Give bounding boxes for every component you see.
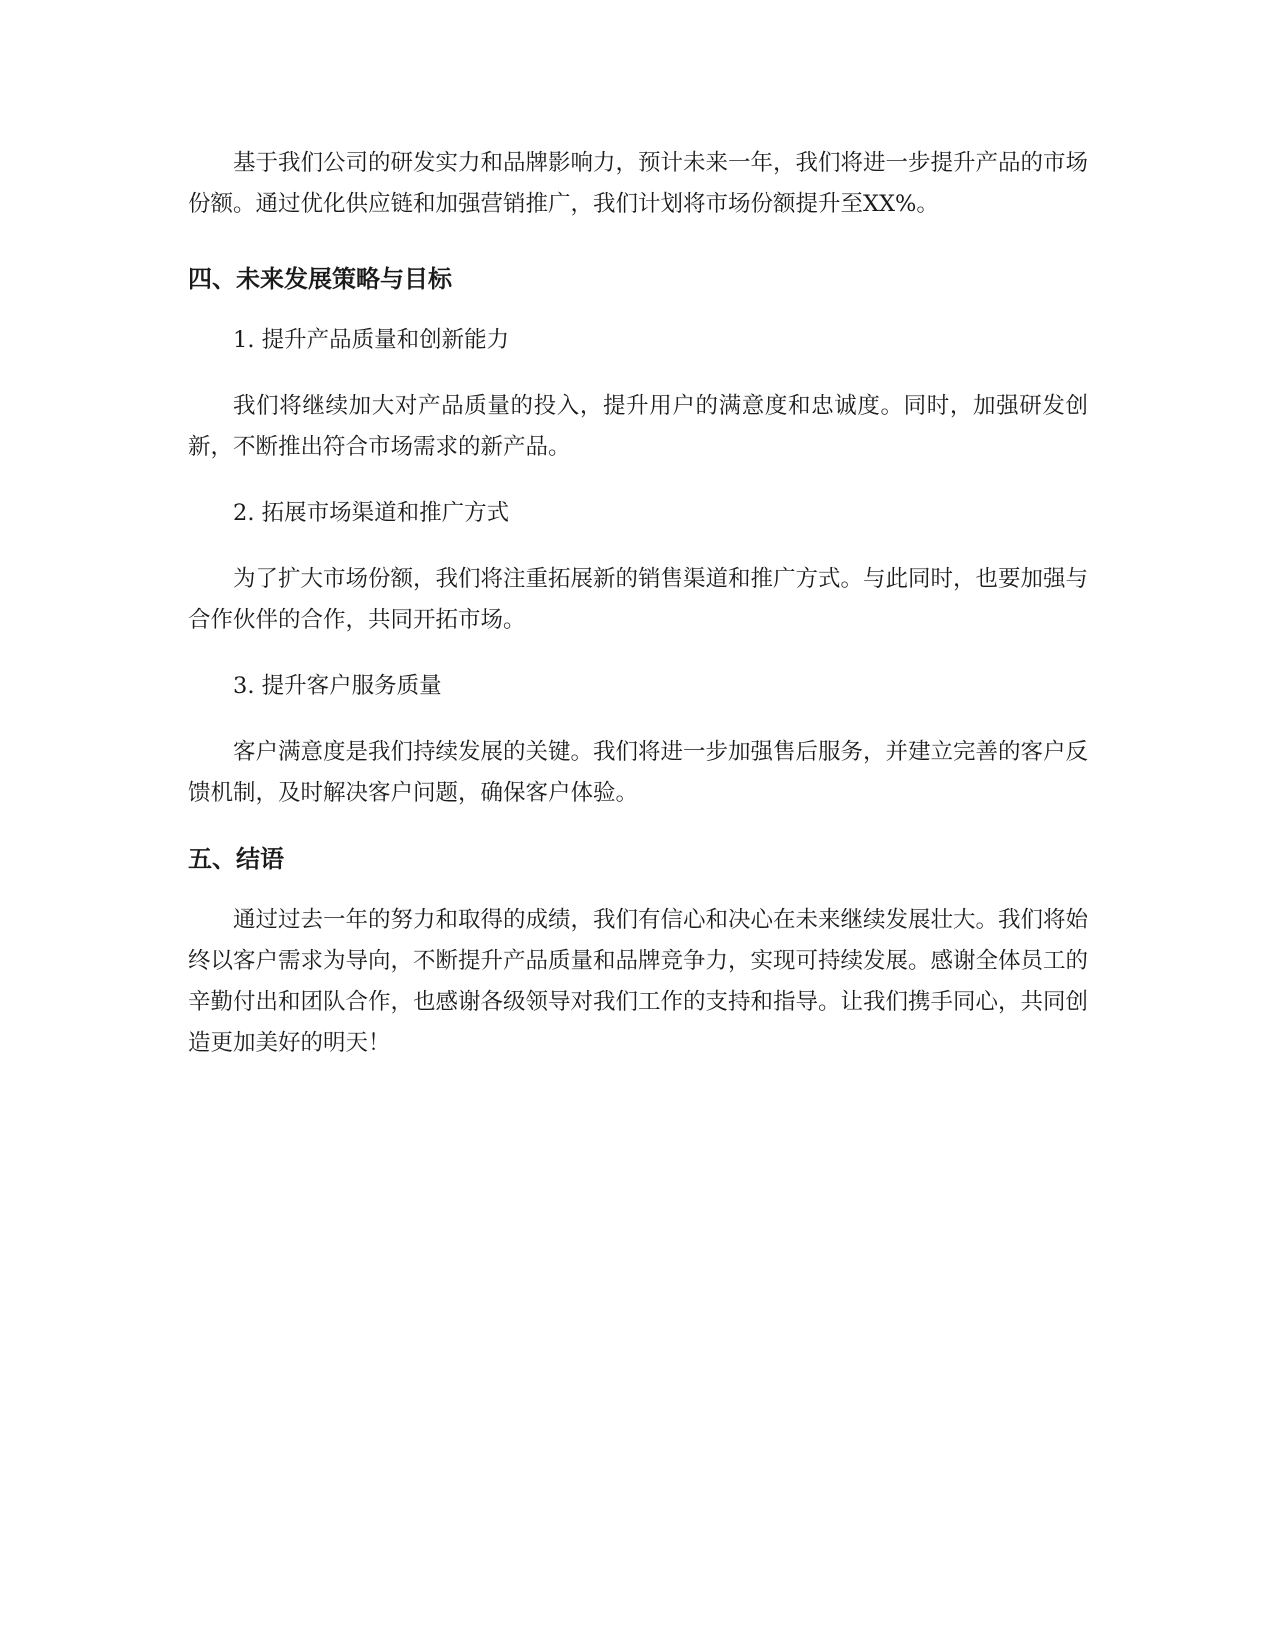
section-heading-conclusion: 五、结语 (188, 845, 284, 873)
intro-paragraph: 基于我们公司的研发实力和品牌影响力，预计未来一年，我们将进一步提升产品的市场份额。通过优化供应链和加强营销推广，我们计划将市场份额提升至XX%。 (188, 150, 1089, 217)
strategy-item-title: 3. 提升客户服务质量 (233, 673, 442, 699)
strategy-item-title: 2. 拓展市场渠道和推广方式 (233, 500, 510, 526)
strategy-item-body: 客户满意度是我们持续发展的关键。我们将进一步加强售后服务，并建立完善的客户反馈机制，及时解决客户问题，确保客户体验。 (188, 739, 1089, 806)
document-body (188, 143, 1088, 1089)
conclusion-paragraph: 通过过去一年的努力和取得的成绩，我们有信心和决心在未来继续发展壮大。我们将始终以客户需求为导向，不断提升产品质量和品牌竞争力，实现可持续发展。感谢全体员工的辛勤付出和团队合作，也感谢各级领导对我们工作的支持和指导。让我们携手同心，共同创造更加美好的明天！ (188, 907, 1089, 1056)
section-heading-strategy: 四、未来发展策略与目标 (188, 265, 452, 293)
strategy-item-title: 1. 提升产品质量和创新能力 (233, 327, 510, 353)
strategy-item-body: 为了扩大市场份额，我们将注重拓展新的销售渠道和推广方式。与此同时，也要加强与合作伙伴的合作，共同开拓市场。 (188, 566, 1089, 633)
strategy-item-body: 我们将继续加大对产品质量的投入，提升用户的满意度和忠诚度。同时，加强研发创新，不断推出符合市场需求的新产品。 (188, 393, 1088, 460)
